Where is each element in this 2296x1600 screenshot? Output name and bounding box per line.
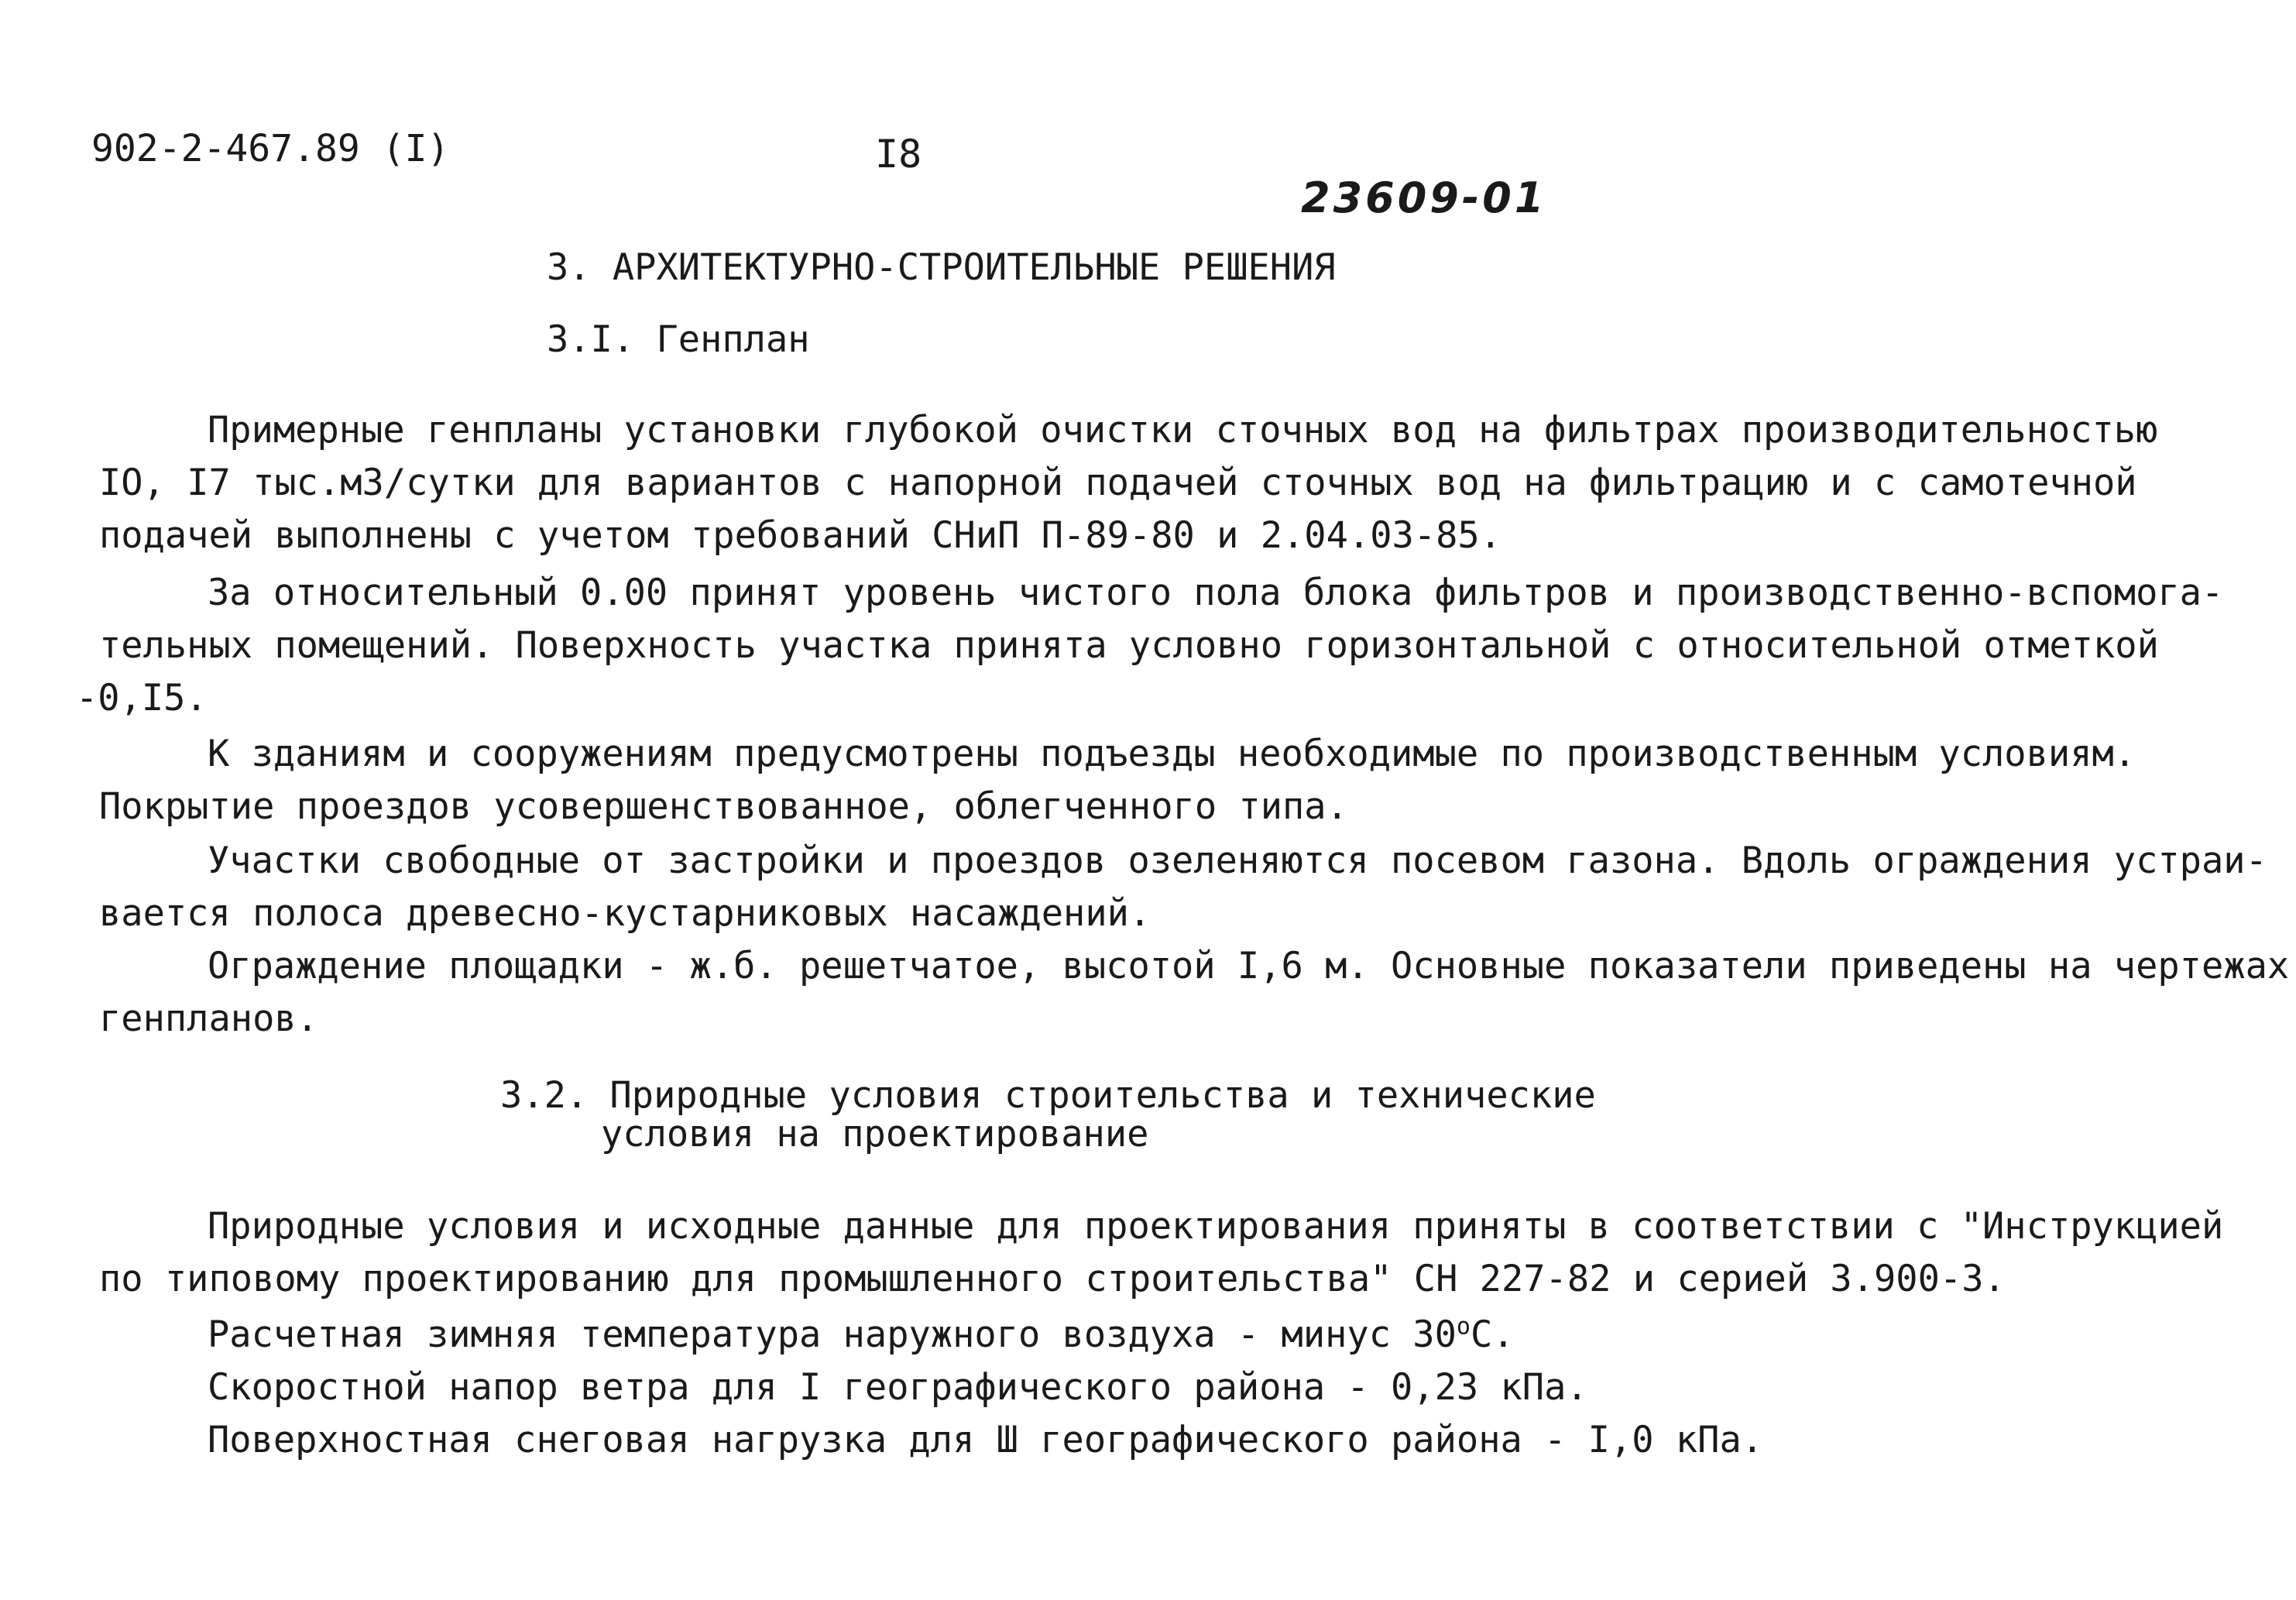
- paragraph-genplan-intro: [99, 404, 2236, 562]
- paragraph-line: Природные условия и исходные данные для проектирования приняты в соответствии с "Инструкцией: [208, 1205, 2224, 1248]
- paragraph-fence: [99, 940, 2290, 1045]
- subsection-title-natural-conditions: [500, 1076, 1596, 1154]
- paragraph-line: За относительный 0.00 принят уровень чистого пола блока фильтров и производственно-вспомога-: [208, 572, 2224, 614]
- temperature-unit: С.: [1470, 1313, 1515, 1356]
- paragraph-line: Поверхностная снеговая нагрузка для Ш географического района - I,0 кПа.: [208, 1419, 1764, 1461]
- paragraph-line: Покрытие проездов усовершенствованное, облегченного типа.: [99, 785, 1348, 828]
- paragraph-wind-pressure: [99, 1361, 2236, 1414]
- paragraph-line: по типовому проектированию для промышленного строительства" СН 227-82 и серией 3.900-3.: [99, 1258, 2006, 1300]
- paragraph-relative-level: [76, 567, 2236, 725]
- paragraph-line: Скоростной напор ветра для I географического района - 0,23 кПа.: [208, 1366, 1588, 1409]
- paragraph-landscaping: [99, 835, 2267, 940]
- paragraph-line: Участки свободные от застройки и проездов озеленяются посевом газона. Вдоль ограждения устраи-: [208, 839, 2267, 882]
- paragraph-line: Ограждение площадки - ж.б. решетчатое, высотой I,6 м. Основные показатели приведены на чертежах: [208, 945, 2290, 987]
- subsection-title-line: условия на проектирование: [601, 1113, 1149, 1155]
- degree-superscript: о: [1456, 1313, 1471, 1341]
- document-code: 902-2-467.89 (I): [91, 127, 450, 170]
- paragraph-natural-conditions: [99, 1200, 2236, 1306]
- paragraph-winter-temperature: [99, 1309, 2236, 1361]
- paragraph-line: -0,I5.: [76, 677, 208, 719]
- handwritten-archive-number: 23609-01: [1301, 173, 1547, 222]
- paragraph-line: вается полоса древесно-кустарниковых насаждений.: [99, 892, 1151, 935]
- paragraph-line: подачей выполнены с учетом требований СНиП П-89-80 и 2.04.03-85.: [99, 514, 1501, 557]
- paragraph-line: Примерные генпланы установки глубокой очистки сточных вод на фильтрах производительностью: [208, 409, 2158, 452]
- paragraph-line: К зданиям и сооружениям предусмотрены подъезды необходимые по производственным условиям.: [208, 733, 2136, 775]
- page-number: I8: [875, 132, 922, 177]
- subsection-title-line: 3.2. Природные условия строительства и технические: [500, 1074, 1596, 1117]
- subsection-title-genplan: 3.I. Генплан: [547, 318, 810, 361]
- section-title: 3. АРХИТЕКТУРНО-СТРОИТЕЛЬНЫЕ РЕШЕНИЯ: [547, 246, 1336, 289]
- paragraph-access-roads: [99, 728, 2236, 833]
- paragraph-line: IO, I7 тыс.м3/сутки для вариантов с напорной подачей сточных вод на фильтрацию и с самотечной: [99, 462, 2137, 504]
- paragraph-line: генпланов.: [99, 997, 318, 1040]
- temperature-text: Расчетная зимняя температура наружного воздуха - минус 30: [208, 1313, 1457, 1356]
- paragraph-line: тельных помещений. Поверхность участка принята условно горизонтальной с относительной отметкой: [99, 624, 2159, 667]
- paragraph-snow-load: [99, 1414, 2236, 1467]
- paragraph-line: [99, 1309, 2236, 1361]
